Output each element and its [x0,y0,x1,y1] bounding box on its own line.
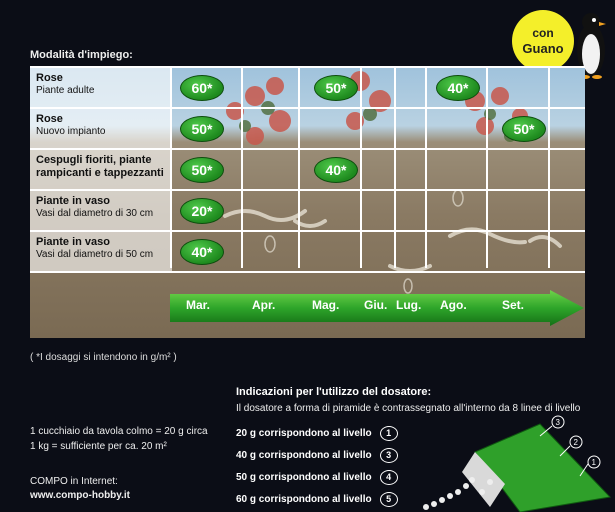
level-row [236,426,398,441]
pyramid-mark: 3 [555,418,560,427]
web-link[interactable]: www.compo-hobby.it [30,490,130,501]
row-sub: rampicanti e tappezzanti [36,167,164,179]
month-divider [394,66,396,268]
badge-line1: con [532,26,554,40]
row-label [30,191,172,231]
level-number: 1 [380,426,398,441]
dosage-note: ( *I dosaggi si intendono in g/m² ) [30,352,177,363]
web-label: COMPO in Internet: [30,476,118,487]
instructions-subtitle: Il dosatore a forma di piramide è contrassegnato all'interno da 8 linee di livello [236,403,581,414]
row-name: Rose [36,72,63,84]
level-number: 4 [380,470,398,485]
spoon-info: 1 cucchiaio da tavola colmo = 20 g circa [30,426,208,437]
level-text: 60 g corrispondono al livello [236,494,372,505]
level-text: 50 g corrispondono al livello [236,472,372,483]
row-name: Rose [36,113,63,125]
dose-marker: 50* [180,157,224,183]
level-text: 20 g corrispondono al livello [236,428,372,439]
month-divider [548,66,550,268]
row-sub: Vasi dal diametro di 30 cm [36,208,154,219]
month-label: Apr. [252,298,276,312]
dose-marker: 50* [180,116,224,142]
section-title: Modalità d'impiego: [30,49,133,61]
row-label [30,68,172,108]
month-divider [425,66,427,268]
month-divider [486,66,488,268]
dosage-calendar [30,66,585,338]
dose-marker: 40* [436,75,480,101]
pyramid-mark: 2 [573,438,578,447]
row-label [30,232,172,272]
month-label: Mar. [186,298,211,312]
dose-marker: 20* [180,198,224,224]
instructions-title: Indicazioni per l'utilizzo del dosatore: [236,386,432,398]
dose-marker: 40* [180,239,224,265]
level-row [236,470,398,485]
level-text: 40 g corrispondono al livello [236,450,372,461]
row-name: Piante in vaso [36,195,110,207]
month-label: Set. [502,298,525,312]
month-label: Giu. [364,298,388,312]
row-label [30,109,172,149]
dose-marker: 60* [180,75,224,101]
kg-info: 1 kg = sufficiente per ca. 20 m² [30,441,167,452]
month-label: Ago. [440,298,467,312]
level-number: 3 [380,448,398,463]
badge-line2: Guano [522,41,564,56]
pyramid-dispenser-icon [420,412,615,512]
level-row [236,448,398,463]
dose-marker: 50* [502,116,546,142]
month-divider [298,66,300,268]
month-label: Mag. [312,298,340,312]
row-sub: Nuovo impianto [36,126,106,137]
month-divider [241,66,243,268]
row-name: Cespugli fioriti, piante [36,154,152,166]
row-label [30,150,172,190]
month-label: Lug. [396,298,422,312]
row-sub: Piante adulte [36,85,95,96]
guano-badge [512,10,574,72]
level-row [236,492,398,507]
dose-marker: 40* [314,157,358,183]
month-divider [360,66,362,268]
pyramid-mark: 1 [591,458,596,467]
level-number: 5 [380,492,398,507]
dose-marker: 50* [314,75,358,101]
row-name: Piante in vaso [36,236,110,248]
row-sub: Vasi dal diametro di 50 cm [36,249,154,260]
